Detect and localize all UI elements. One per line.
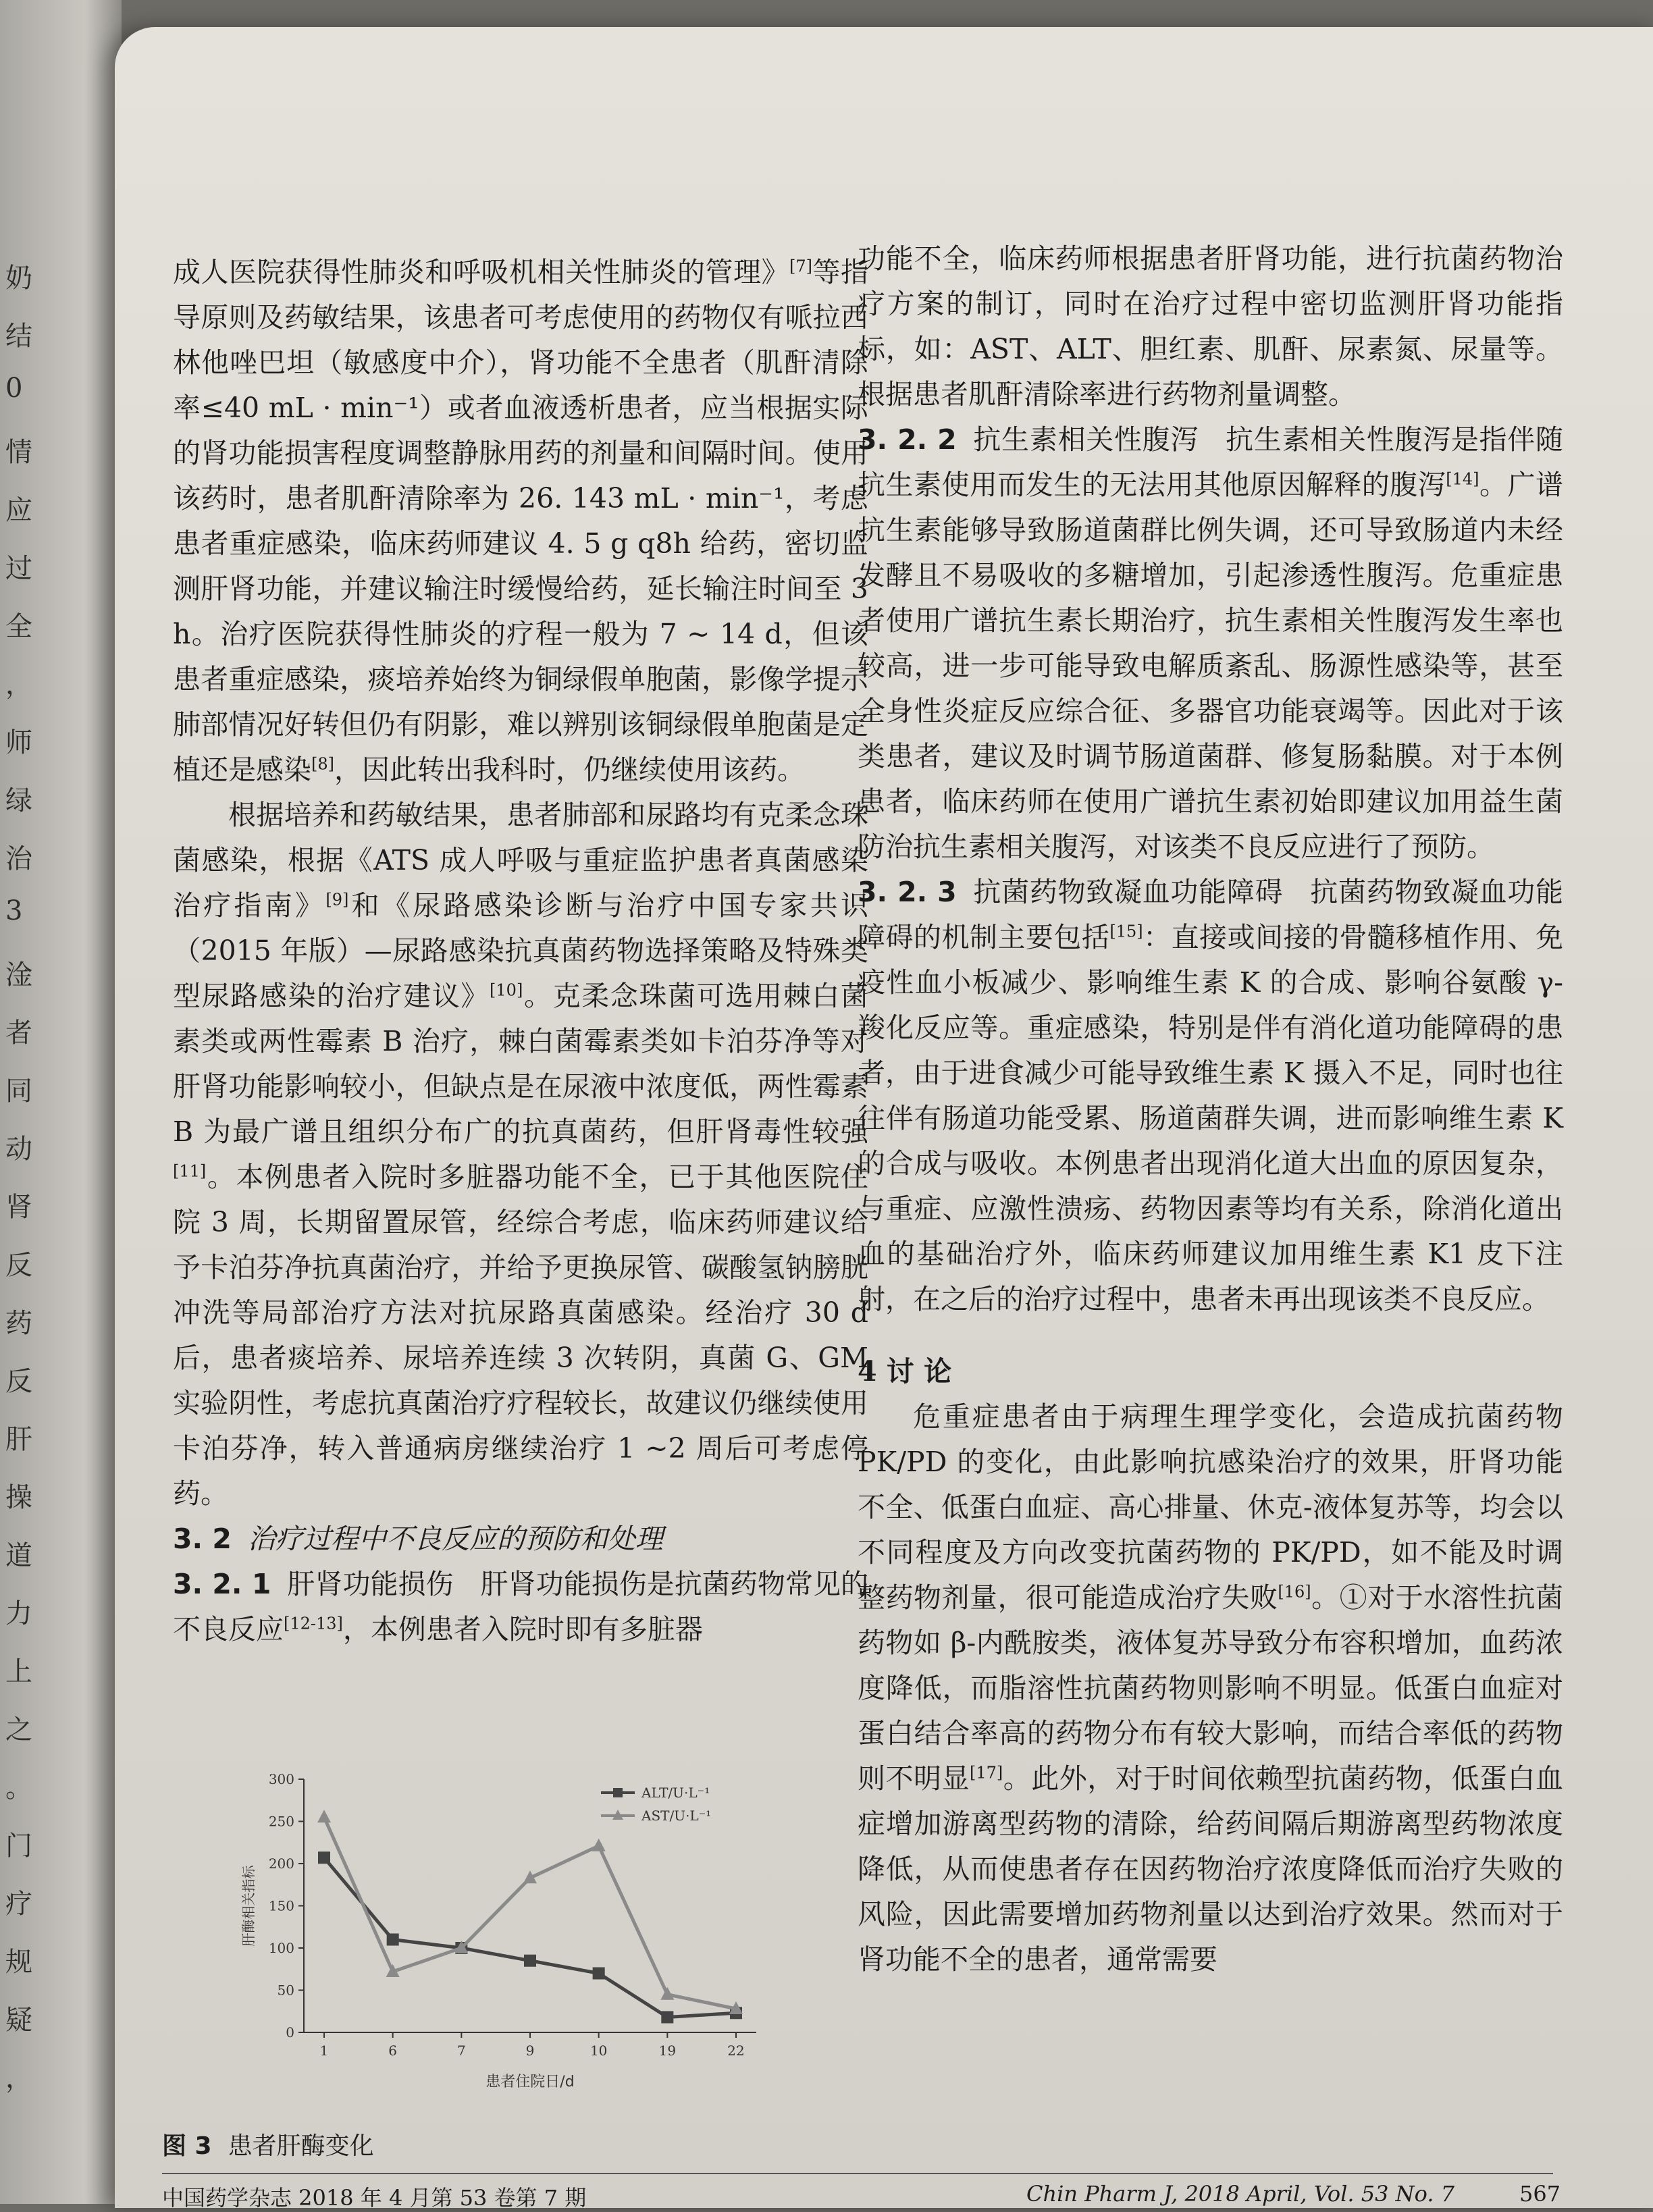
text: 等指导原则及药敏结果，该患者可考虑使用的药物仅有哌拉西林他唑巴坦（敏感度中介），肾功能不全患者（肌酐清除率≤40 mL · min⁻¹）或者血液透析患者，应当根据实际的肾功能损害程度调整静脉用药的剂量和间隔时间。使用该药时，患者肌酐清除率为 26. 143 mL · min⁻¹，考虑患者重症感染，临床药师建议 4. 5 g q8h 给药，密切监测肝肾功能，并建议输注时缓慢给药，延长输注时间至 3 h。治疗医院获得性肺炎的疗程一般为 7 ~ 14 d，但该患者重症感染，痰培养始终为铜绿假单胞菌，影像学提示肺部情况好转但仍有阴影，难以辨别该铜绿假单胞菌是定植还是感染 xyxy=(173,256,868,786)
facing-page-char: 者 xyxy=(5,1018,32,1049)
facing-page-char: 门 xyxy=(5,1831,32,1862)
alt-point xyxy=(593,1968,605,1980)
text: 。①对于水溶性抗菌药物如 β-内酰胺类，液体复苏导致分布容积增加，血药浓度降低，而脂溶性抗菌药物则影响不明显。低蛋白血症对蛋白结合率高的药物分布有较大影响，而结合率低的药物则不明显 xyxy=(858,1581,1564,1795)
page-number: 567 xyxy=(1519,2181,1561,2207)
citation: [11] xyxy=(173,1161,207,1181)
text: 抗生素相关性腹泻是指伴随抗生素使用而发生的无法用其他原因解释的腹泻 xyxy=(858,423,1564,501)
text: 抗菌药物致凝血功能障碍的机制主要包括 xyxy=(858,876,1564,953)
text: 肝肾功能损伤是抗菌药物常见的不良反应 xyxy=(173,1568,869,1645)
text: 。广谱抗生素能够导致肠道菌群比例失调，还可导致肠道内未经发酵且不易吸收的多糖增加，引起渗透性腹泻。危重症患者使用广谱抗生素长期治疗，抗生素相关性腹泻发生率也较高，进一步可能导致电解质紊乱、肠源性感染等，甚至全身性炎症反应综合征、多器官功能衰竭等。因此对于该类患者，建议及时调节肠道菌群、修复肠黏膜。对于本例患者，临床药师在使用广谱抗生素初始即建议加用益生菌防治抗生素相关腹泻，对该类不良反应进行了预防。 xyxy=(858,469,1563,863)
paragraph xyxy=(173,793,868,1517)
facing-page-char: 同 xyxy=(5,1076,32,1107)
x-tick-label: 6 xyxy=(388,2043,398,2059)
facing-page-edge xyxy=(0,0,122,2204)
legend-label: AST/U·L⁻¹ xyxy=(641,1808,712,1824)
facing-page-char: 绿 xyxy=(5,785,32,816)
facing-page-char: 力 xyxy=(5,1598,32,1629)
facing-page-char: 道 xyxy=(5,1540,32,1571)
alt-point xyxy=(524,1955,536,1967)
section-heading: 4 讨 论 xyxy=(858,1355,952,1388)
facing-page-char: 师 xyxy=(5,727,32,758)
facing-page-char: 疑 xyxy=(5,2005,32,2036)
facing-page-char: 规 xyxy=(5,1947,32,1978)
facing-page-char: 。 xyxy=(5,1772,32,1803)
left-column xyxy=(173,250,868,1652)
figure-number: 图 3 xyxy=(162,2132,212,2160)
facing-page-char: 淦 xyxy=(5,959,32,991)
facing-page-char: 肾 xyxy=(5,1192,32,1223)
legend-marker xyxy=(613,1788,623,1797)
journal-name-en: Chin Pharm J, 2018 April, Vol. 53 No. 7 xyxy=(1026,2181,1455,2207)
subsection-title: 肝肾功能损伤 xyxy=(287,1568,454,1600)
paragraph xyxy=(858,1394,1563,1982)
text: 成人医院获得性肺炎和呼吸机相关性肺炎的管理》 xyxy=(173,256,789,288)
y-tick-label: 150 xyxy=(268,1897,294,1914)
facing-page-char: 全 xyxy=(5,611,32,642)
citation: [14] xyxy=(1446,469,1479,489)
x-tick-label: 9 xyxy=(525,2043,535,2059)
facing-page-char: 3 xyxy=(5,895,23,926)
facing-page-char: 过 xyxy=(5,553,32,584)
facing-page-char: 药 xyxy=(5,1308,32,1339)
citation: [12-13] xyxy=(284,1614,343,1633)
y-tick-label: 300 xyxy=(268,1771,294,1787)
citation: [15] xyxy=(1109,922,1143,941)
alt-point xyxy=(661,2011,673,2024)
section-number: 3. 2 xyxy=(173,1523,232,1555)
facing-page-char: ， xyxy=(5,2063,32,2094)
citation: [8] xyxy=(311,754,334,774)
facing-page-char: 反 xyxy=(5,1250,32,1281)
ast-point xyxy=(317,1810,331,1822)
paragraph xyxy=(173,250,868,793)
citation: [7] xyxy=(789,257,812,276)
x-tick-label: 1 xyxy=(319,2043,329,2059)
liver-enzyme-chart xyxy=(162,1742,844,2100)
ast-point xyxy=(660,1987,674,2000)
x-axis-label: 患者住院日/d xyxy=(486,2074,575,2090)
citation: [9] xyxy=(325,890,349,910)
facing-page-char: 应 xyxy=(5,495,32,526)
facing-page-char: 上 xyxy=(5,1656,32,1687)
y-axis-label: 肝酶相关指标 xyxy=(240,1865,257,1947)
y-tick-label: 100 xyxy=(268,1940,294,1956)
citation: [17] xyxy=(969,1763,1003,1783)
facing-page-char: 之 xyxy=(5,1714,32,1745)
paragraph xyxy=(858,870,1563,1322)
text: ，因此转出我科时，仍继续使用该药。 xyxy=(334,754,805,786)
alt-point xyxy=(318,1851,330,1864)
legend-label: ALT/U·L⁻¹ xyxy=(641,1785,710,1801)
ast-point xyxy=(592,1839,606,1851)
text: ：直接或间接的骨髓移植作用、免疫性血小板减少、影响维生素 K 的合成、影响谷氨酸 γ-羧化反应等。重症感染，特别是伴有消化道功能障碍的患者，由于进食减少可能导致维生素 K 摄入不足，同时也往往伴有肠道功能受累、肠道菌群失调，进而影响维生素 K 的合成与吸收。本例患者出现消化道大出血的原因复杂，与重症、应激性溃疡、药物因素等均有关系，除消化道出血的基础治疗外，临床药师建议加用维生素 K1 皮下注射，在之后的治疗过程中，患者未再出现该类不良反应。 xyxy=(858,921,1564,1315)
figure-title: 患者肝酶变化 xyxy=(228,2132,374,2160)
facing-page-char: 情 xyxy=(5,437,32,468)
facing-page-char: 疗 xyxy=(5,1889,32,1920)
y-tick-label: 250 xyxy=(268,1813,294,1830)
x-tick-label: 7 xyxy=(456,2043,466,2059)
facing-page-char: 奶 xyxy=(5,263,32,294)
x-tick-label: 22 xyxy=(727,2043,745,2059)
paragraph xyxy=(858,236,1563,417)
subsection-number: 3. 2. 3 xyxy=(858,876,957,908)
subsection-title: 抗菌药物致凝血功能障碍 xyxy=(972,876,1284,908)
text: 危重症患者由于病理生理学变化，会造成抗菌药物 PK/PD 的变化，由此影响抗感染治疗的效果，肝肾功能不全、低蛋白血症、高心排量、休克-液体复苏等，均会以不同程度及方向改变抗菌药物的 PK/PD，如不能及时调整药物剂量，很可能造成治疗失败 xyxy=(858,1400,1563,1614)
right-column xyxy=(858,236,1563,1982)
y-tick-label: 200 xyxy=(268,1855,294,1872)
facing-page-char: 动 xyxy=(5,1134,32,1165)
text: 功能不全，临床药师根据患者肝肾功能，进行抗菌药物治疗方案的制订，同时在治疗过程中密切监测肝肾功能指标，如：AST、ALT、胆红素、肌酐、尿素氮、尿量等。根据患者肌酐清除率进行药物剂量调整。 xyxy=(858,242,1563,411)
alt-point xyxy=(387,1934,399,1946)
facing-page-char: 肝 xyxy=(5,1424,32,1455)
journal-name-cn: 中国药学杂志 2018 年 4 月第 53 卷第 7 期 xyxy=(162,2185,587,2211)
y-tick-label: 50 xyxy=(277,1982,294,1999)
citation: [10] xyxy=(490,980,523,1000)
facing-page-char: 反 xyxy=(5,1366,32,1397)
citation: [16] xyxy=(1278,1582,1311,1602)
facing-page-char: 0 xyxy=(5,373,23,404)
subsection-number: 3. 2. 1 xyxy=(173,1568,271,1600)
paragraph xyxy=(173,1562,868,1652)
x-tick-label: 19 xyxy=(658,2043,677,2059)
section-heading xyxy=(173,1517,868,1562)
y-tick-label: 0 xyxy=(286,2024,294,2040)
text: 根据培养和药敏结果，患者肺部和尿路均有克柔念珠菌感染，根据《ATS 成人呼吸与重症监护患者真菌感染治疗指南》 xyxy=(173,799,868,922)
facing-page-char: ， xyxy=(5,669,32,700)
series-line-ast xyxy=(324,1817,736,2009)
facing-page-char: 操 xyxy=(5,1482,32,1513)
section-title: 治疗过程中不良反应的预防和处理 xyxy=(247,1523,663,1555)
facing-page-char: 结 xyxy=(5,321,32,352)
text: 和《尿路感染诊断与治疗中国专家共识（2015 年版）—尿路感染抗真菌药物选择策略及特殊类型尿路感染的治疗建议》 xyxy=(173,889,869,1012)
subsection-number: 3. 2. 2 xyxy=(858,423,957,456)
footer-divider xyxy=(162,2173,1553,2174)
journal-page xyxy=(115,27,1653,2211)
paragraph xyxy=(858,417,1563,870)
text: 。克柔念珠菌可选用棘白菌素类或两性霉素 B 治疗，棘白菌霉素类如卡泊芬净等对肝肾功能影响较小，但缺点是在尿液中浓度低，两性霉素 B 为最广谱且组织分布广的抗真菌药，但肝肾毒性较强 xyxy=(173,980,868,1148)
figure-caption xyxy=(162,2127,374,2161)
x-tick-label: 10 xyxy=(589,2043,608,2059)
text: ，本例患者入院时即有多脏器 xyxy=(342,1613,703,1645)
text: 。本例患者入院时多脏器功能不全，已于其他医院住院 3 周，长期留置尿管，经综合考虑，临床药师建议给予卡泊芬净抗真菌治疗，并给予更换尿管、碳酸氢钠膀胱冲洗等局部治疗方法对抗尿路真菌感染。经治疗 30 d 后，患者痰培养、尿培养连续 3 次转阴，真菌 G、GM 实验阴性，考虑抗真菌治疗疗程较长，故建议仍继续使用卡泊芬净，转入普通病房继续治疗 1 ~2 周后可考虑停药。 xyxy=(173,1161,868,1510)
facing-page-char: 治 xyxy=(5,843,32,874)
subsection-title: 抗生素相关性腹泻 xyxy=(972,423,1199,456)
text: 。此外，对于时间依赖型抗菌药物，低蛋白血症增加游离型药物的清除，给药间隔后期游离型药物浓度降低，从而使患者存在因药物治疗浓度降低而治疗失败的风险，因此需要增加药物剂量以达到治疗效果。然而对于肾功能不全的患者，通常需要 xyxy=(858,1762,1564,1976)
